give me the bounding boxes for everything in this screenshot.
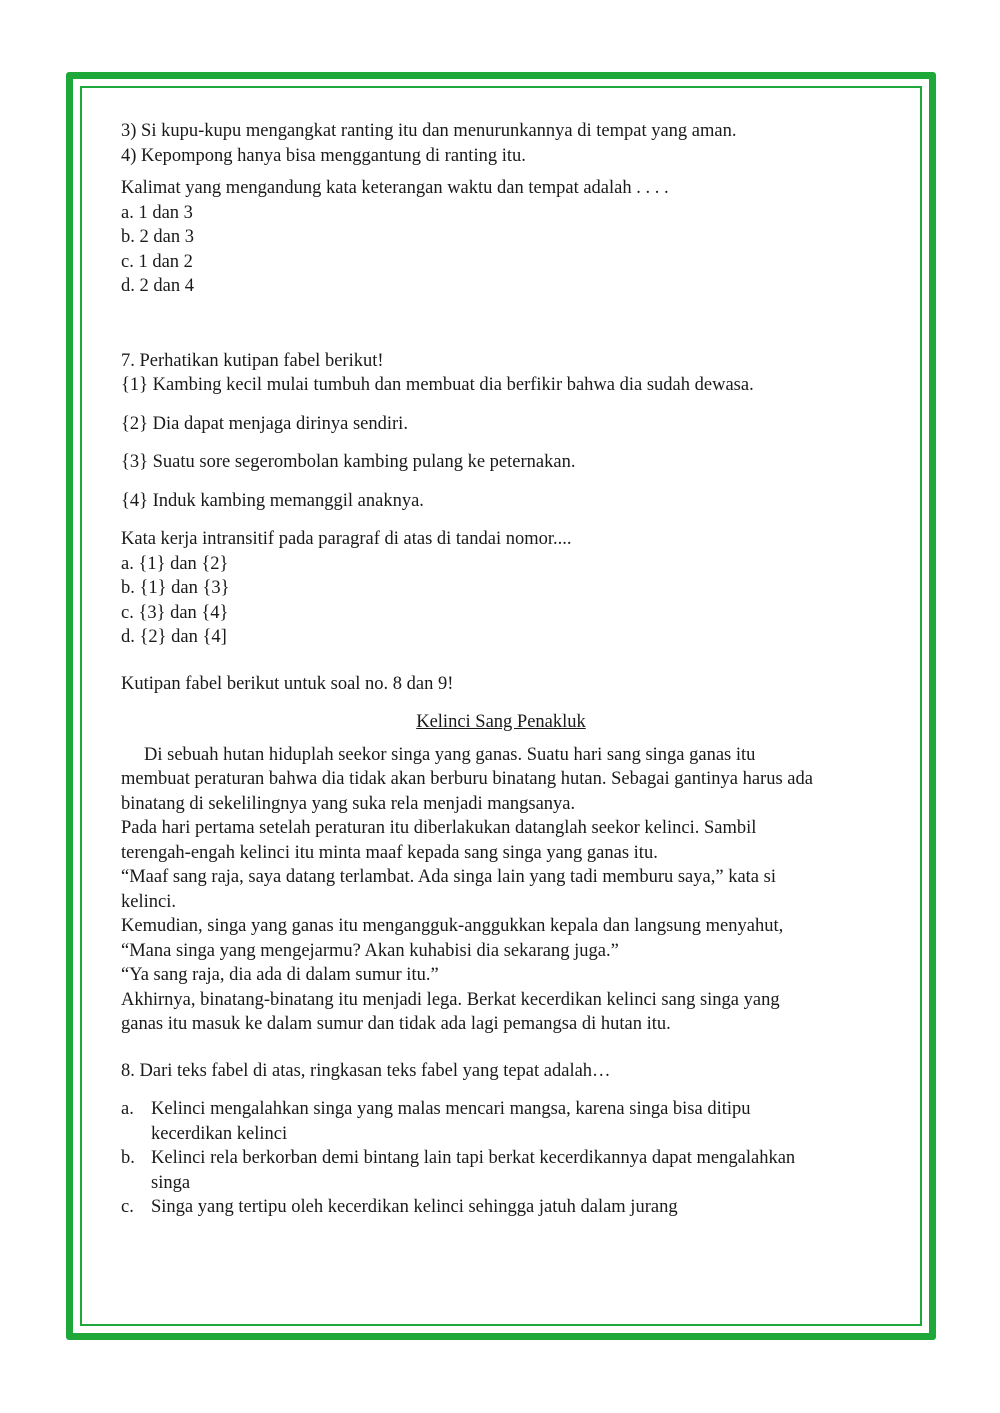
q7-option-b: b. {1} dan {3} — [121, 578, 230, 598]
fable-line: binatang di sekelilingnya yang suka rela menjadi mangsanya. — [121, 793, 576, 814]
fable-line: “Mana singa yang mengejarmu? Akan kuhabisi dia sekarang juga.” — [121, 940, 619, 961]
q7-item-2: {2} Dia dapat menjaga dirinya sendiri. — [121, 413, 408, 434]
fable-line: terengah-engah kelinci itu minta maaf kepada sang singa yang ganas itu. — [121, 842, 658, 863]
option-text: Singa yang tertipu oleh kecerdikan kelinci sehingga jatuh dalam jurang — [151, 1197, 678, 1217]
q8-option-c — [121, 1195, 881, 1220]
q6-question: Kalimat yang mengandung kata keterangan waktu dan tempat adalah . . . . — [121, 178, 669, 198]
q8-question: 8. Dari teks fabel di atas, ringkasan teks fabel yang tepat adalah… — [121, 1060, 611, 1081]
q8-option-a — [121, 1097, 881, 1146]
option-text: Kelinci rela berkorban demi bintang lain tapi berkat kecerdikannya dapat mengalahkan — [151, 1148, 796, 1168]
q7-item-1: {1} Kambing kecil mulai tumbuh dan membuat dia berfikir bahwa dia sudah dewasa. — [121, 375, 754, 395]
fable-intro: Kutipan fabel berikut untuk soal no. 8 dan 9! — [121, 673, 454, 694]
q7-question: Kata kerja intransitif pada paragraf di atas di tandai nomor.... — [121, 529, 572, 549]
q6-option-c: c. 1 dan 2 — [121, 251, 193, 272]
option-text: kecerdikan kelinci — [151, 1123, 288, 1144]
fable-line: membuat peraturan bahwa dia tidak akan berburu binatang hutan. Sebagai gantinya harus ada — [121, 769, 813, 789]
worksheet-content — [121, 119, 881, 1220]
fable-line: ganas itu masuk ke dalam sumur dan tidak ada lagi pemangsa di hutan itu. — [121, 1014, 671, 1034]
q6-option-d: d. 2 dan 4 — [121, 276, 194, 296]
fable-line: “Maaf sang raja, saya datang terlambat. Ada singa lain yang tadi memburu saya,” kata si — [121, 867, 776, 887]
fable-line: Pada hari pertama setelah peraturan itu diberlakukan datanglah seekor kelinci. Sambil — [121, 818, 757, 838]
option-text: singa — [151, 1172, 191, 1193]
fable-line: Di sebuah hutan hiduplah seekor singa yang ganas. Suatu hari sang singa ganas itu — [144, 744, 756, 765]
q7-item-4: {4} Induk kambing memanggil anaknya. — [121, 490, 424, 511]
option-text: Kelinci mengalahkan singa yang malas mencari mangsa, karena singa bisa ditipu — [151, 1099, 751, 1119]
fable-title: Kelinci Sang Penakluk — [416, 712, 586, 732]
q6-option-b: b. 2 dan 3 — [121, 227, 194, 247]
q6-item-3: 3) Si kupu-kupu mengangkat ranting itu dan menurunkannya di tempat yang aman. — [121, 121, 737, 141]
q6-item-4: 4) Kepompong hanya bisa menggantung di ranting itu. — [121, 145, 526, 166]
q6-option-a: a. 1 dan 3 — [121, 202, 193, 223]
option-label: c. — [121, 1197, 134, 1217]
fable-line: kelinci. — [121, 891, 176, 912]
q7-intro: 7. Perhatikan kutipan fabel berikut! — [121, 350, 384, 371]
q7-item-3: {3} Suatu sore segerombolan kambing pulang ke peternakan. — [121, 452, 576, 472]
option-label: b. — [121, 1148, 135, 1168]
q7-option-d: d. {2} dan {4] — [121, 627, 227, 647]
fable-line: Kemudian, singa yang ganas itu mengangguk-anggukkan kepala dan langsung menyahut, — [121, 916, 784, 936]
q7-option-a: a. {1} dan {2} — [121, 553, 229, 574]
q7-option-c: c. {3} dan {4} — [121, 602, 229, 623]
fable-line: Akhirnya, binatang-binatang itu menjadi lega. Berkat kecerdikan kelinci sang singa yang — [121, 989, 780, 1010]
fable-line: “Ya sang raja, dia ada di dalam sumur itu.” — [121, 965, 439, 985]
option-label: a. — [121, 1099, 134, 1119]
q8-option-b — [121, 1146, 881, 1195]
